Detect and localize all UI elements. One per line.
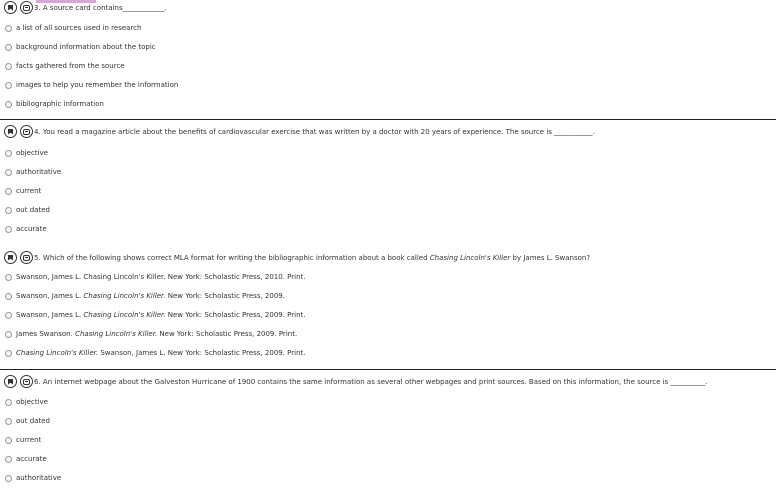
- question-header: [4, 250, 590, 265]
- note-icon[interactable]: [20, 251, 33, 264]
- radio-button[interactable]: [5, 418, 12, 425]
- bookmark-icon[interactable]: [4, 251, 17, 264]
- bookmark-icon[interactable]: [4, 125, 17, 138]
- answer-option[interactable]: out dated: [5, 205, 50, 215]
- answer-option[interactable]: a list of all sources used in research: [5, 23, 141, 33]
- radio-button[interactable]: [5, 207, 12, 214]
- question-header: [4, 124, 595, 139]
- radio-button[interactable]: [5, 350, 12, 357]
- question-text: 6. An internet webpage about the Galveston Hurricane of 1900 contains the same information as several other webpages and print sources. Based on this information, the source is __________.: [34, 377, 708, 386]
- radio-button[interactable]: [5, 44, 12, 51]
- question-text: 3. A source card contains____________.: [34, 3, 167, 12]
- answer-option[interactable]: current: [5, 186, 41, 196]
- question-header: [4, 0, 167, 15]
- answer-option[interactable]: Chasing Lincoln's Killer. Swanson, James L. New York: Scholastic Press, 2009. Print.: [5, 348, 306, 358]
- answer-option[interactable]: authoritative: [5, 167, 61, 177]
- answer-option[interactable]: bibliographic information: [5, 99, 104, 109]
- radio-button[interactable]: [5, 475, 12, 482]
- answer-option[interactable]: current: [5, 435, 41, 445]
- radio-button[interactable]: [5, 188, 12, 195]
- answer-option[interactable]: images to help you remember the information: [5, 80, 178, 90]
- answer-option[interactable]: out dated: [5, 416, 50, 426]
- question-text: 5. Which of the following shows correct MLA format for writing the bibliographic information about a book called Chasing Lincoln's Killer by James L. Swanson?: [34, 253, 591, 262]
- question-separator: [0, 119, 776, 120]
- radio-button[interactable]: [5, 150, 12, 157]
- radio-button[interactable]: [5, 101, 12, 108]
- note-icon[interactable]: [20, 375, 33, 388]
- radio-button[interactable]: [5, 82, 12, 89]
- answer-option[interactable]: objective: [5, 148, 48, 158]
- note-icon[interactable]: [20, 1, 33, 14]
- radio-button[interactable]: [5, 226, 12, 233]
- radio-button[interactable]: [5, 25, 12, 32]
- radio-button[interactable]: [5, 399, 12, 406]
- answer-option[interactable]: Swanson, James L. Chasing Lincoln's Killer. New York: Scholastic Press, 2009. Print.: [5, 310, 306, 320]
- radio-button[interactable]: [5, 312, 12, 319]
- question-separator: [0, 369, 776, 370]
- question-text: 4. You read a magazine article about the benefits of cardiovascular exercise that was written by a doctor with 20 years of experience. The source is ___________.: [34, 127, 595, 136]
- radio-button[interactable]: [5, 456, 12, 463]
- answer-option[interactable]: James Swanson. Chasing Lincoln's Killer. New York: Scholastic Press, 2009. Print.: [5, 329, 297, 339]
- radio-button[interactable]: [5, 63, 12, 70]
- answer-option[interactable]: accurate: [5, 224, 47, 234]
- radio-button[interactable]: [5, 169, 12, 176]
- bookmark-icon[interactable]: [4, 375, 17, 388]
- answer-option[interactable]: Swanson, James L. Chasing Lincoln's Killer. New York: Scholastic Press, 2010. Print.: [5, 272, 306, 282]
- radio-button[interactable]: [5, 437, 12, 444]
- radio-button[interactable]: [5, 293, 12, 300]
- answer-option[interactable]: objective: [5, 397, 48, 407]
- answer-option[interactable]: accurate: [5, 454, 47, 464]
- answer-option[interactable]: Swanson, James L. Chasing Lincoln's Killer. New York: Scholastic Press, 2009.: [5, 291, 285, 301]
- answer-option[interactable]: background information about the topic: [5, 42, 156, 52]
- radio-button[interactable]: [5, 274, 12, 281]
- question-header: [4, 374, 708, 389]
- note-icon[interactable]: [20, 125, 33, 138]
- answer-option[interactable]: authoritative: [5, 473, 61, 483]
- bookmark-icon[interactable]: [4, 1, 17, 14]
- radio-button[interactable]: [5, 331, 12, 338]
- answer-option[interactable]: facts gathered from the source: [5, 61, 125, 71]
